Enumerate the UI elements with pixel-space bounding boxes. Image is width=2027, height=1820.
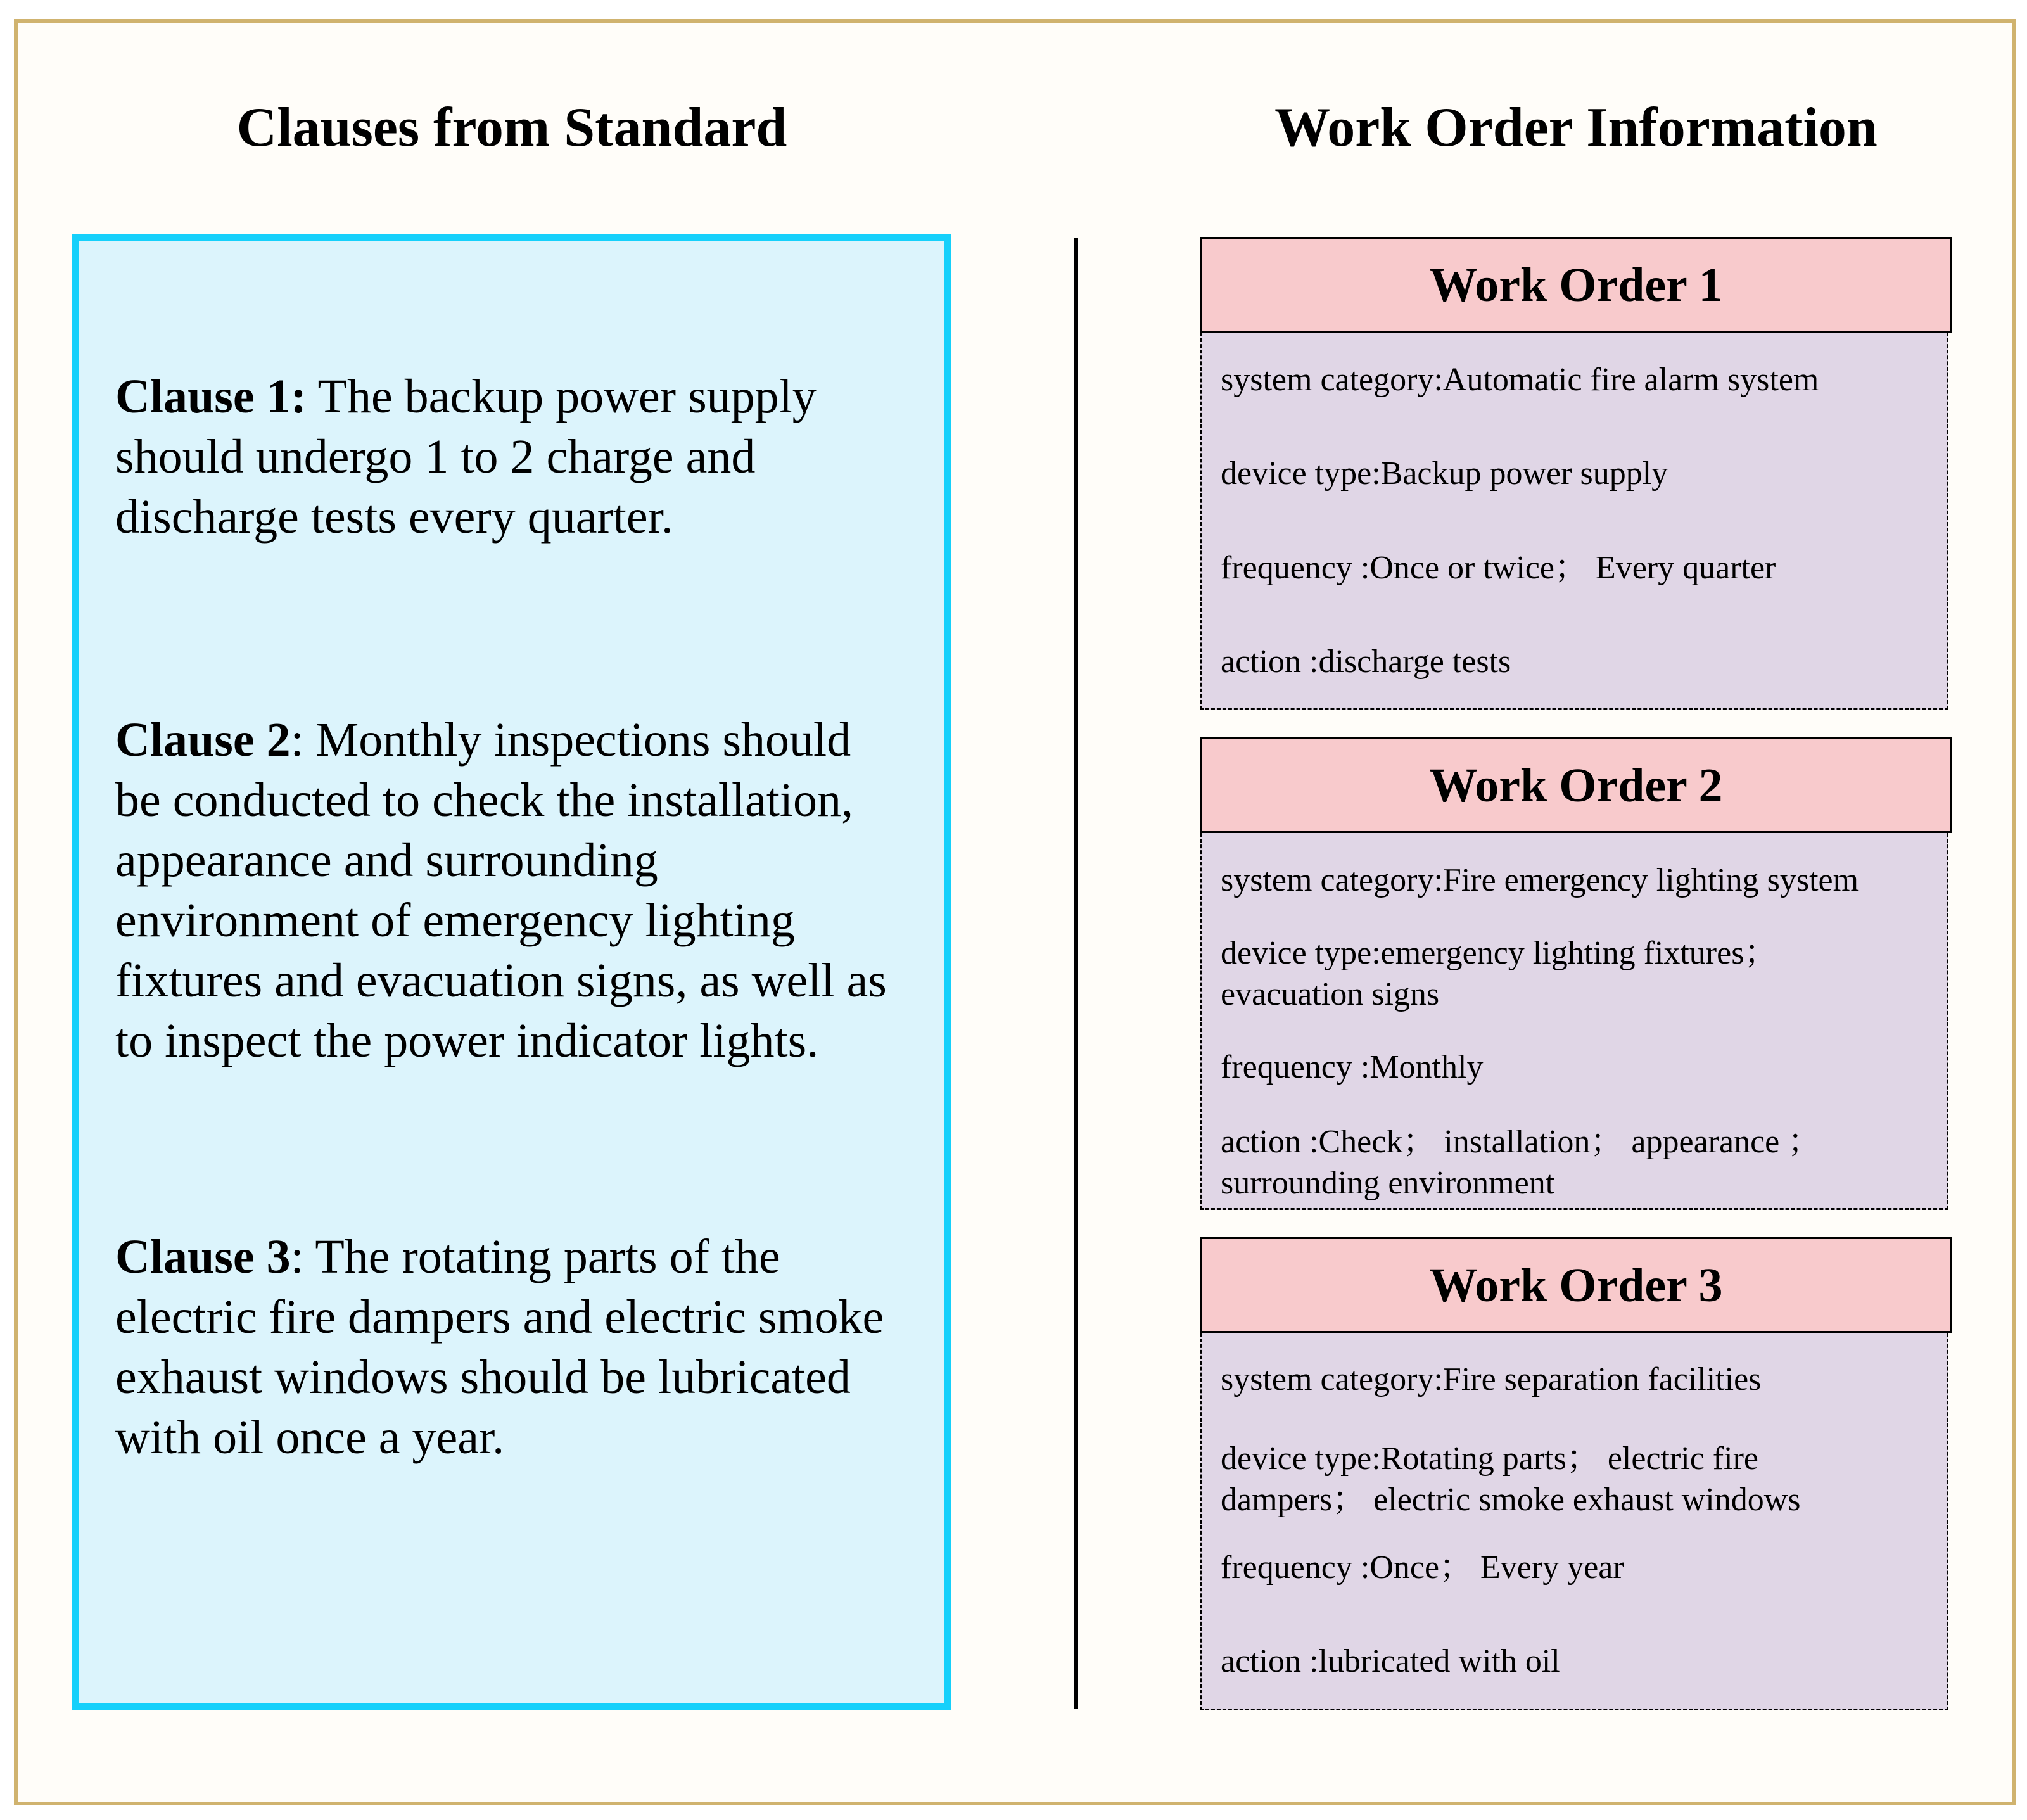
work-order-3-device-type [1221, 1438, 1943, 1520]
clause-3 [115, 1227, 939, 1468]
clauses-section-title: Clauses from Standard [236, 97, 787, 158]
clause-line [115, 367, 939, 427]
field-line: frequency :Monthly [1221, 1049, 1484, 1085]
clause-line [115, 710, 939, 770]
field-line: action :Check； installation； appearance ； [1221, 1124, 1821, 1160]
clause-label: Clause 3 [115, 1230, 291, 1283]
clause-line: with oil once a year. [115, 1411, 505, 1464]
work-order-2-system-category [1221, 860, 1943, 901]
clause-text: The backup power supply [306, 370, 817, 423]
work-order-1-system-category [1221, 359, 1943, 400]
clause-line: appearance and surrounding [115, 834, 658, 887]
field-line: action :discharge tests [1221, 644, 1511, 680]
work-order-3-action [1221, 1641, 1943, 1682]
clause-text: : Monthly inspections should [290, 713, 851, 767]
clause-line: exhaust windows should be lubricated [115, 1351, 851, 1404]
work-order-1-action [1221, 641, 1943, 682]
work-order-3-header: Work Order 3 [1200, 1237, 1952, 1333]
clause-line: should undergo 1 to 2 charge and [115, 430, 756, 483]
clause-line [115, 1227, 939, 1287]
work-order-2-action [1221, 1121, 1943, 1204]
clause-text: : The rotating parts of the [290, 1230, 780, 1283]
field-line: system category:Fire emergency lighting system [1221, 862, 1859, 898]
work-order-section-title: Work Order Information [1274, 97, 1878, 158]
work-order-2-frequency [1221, 1047, 1943, 1088]
field-line: device type:Backup power supply [1221, 455, 1668, 492]
clause-label: Clause 1: [115, 370, 307, 423]
field-line: device type:Rotating parts； electric fire [1221, 1441, 1758, 1477]
clause-line: electric fire dampers and electric smoke [115, 1290, 884, 1344]
field-line: device type:emergency lighting fixtures； [1221, 935, 1777, 971]
field-line: frequency :Once； Every year [1221, 1550, 1624, 1586]
clause-line: to inspect the power indicator lights. [115, 1014, 819, 1067]
clause-line: be conducted to check the installation, [115, 773, 853, 827]
clause-1 [115, 367, 939, 547]
field-line: dampers； electric smoke exhaust windows [1221, 1482, 1801, 1518]
field-line: system category:Automatic fire alarm system [1221, 362, 1819, 398]
vertical-divider [1074, 238, 1078, 1709]
work-order-2-device-type [1221, 932, 1943, 1015]
work-order-2-header: Work Order 2 [1200, 737, 1952, 833]
field-line: system category:Fire separation facilities [1221, 1361, 1762, 1397]
field-line: evacuation signs [1221, 976, 1440, 1012]
field-line: surrounding environment [1221, 1165, 1555, 1201]
work-order-3-frequency [1221, 1547, 1943, 1588]
clause-2 [115, 710, 939, 1071]
clause-line: environment of emergency lighting [115, 894, 795, 947]
clause-line: fixtures and evacuation signs, as well as [115, 954, 887, 1007]
work-order-1-frequency [1221, 547, 1943, 589]
field-line: action :lubricated with oil [1221, 1643, 1560, 1679]
work-order-1-header: Work Order 1 [1200, 237, 1952, 333]
clause-label: Clause 2 [115, 713, 291, 767]
work-order-3-system-category [1221, 1359, 1943, 1400]
field-line: frequency :Once or twice； Every quarter [1221, 550, 1776, 586]
clause-line: discharge tests every quarter. [115, 490, 673, 544]
work-order-1-device-type [1221, 453, 1943, 494]
